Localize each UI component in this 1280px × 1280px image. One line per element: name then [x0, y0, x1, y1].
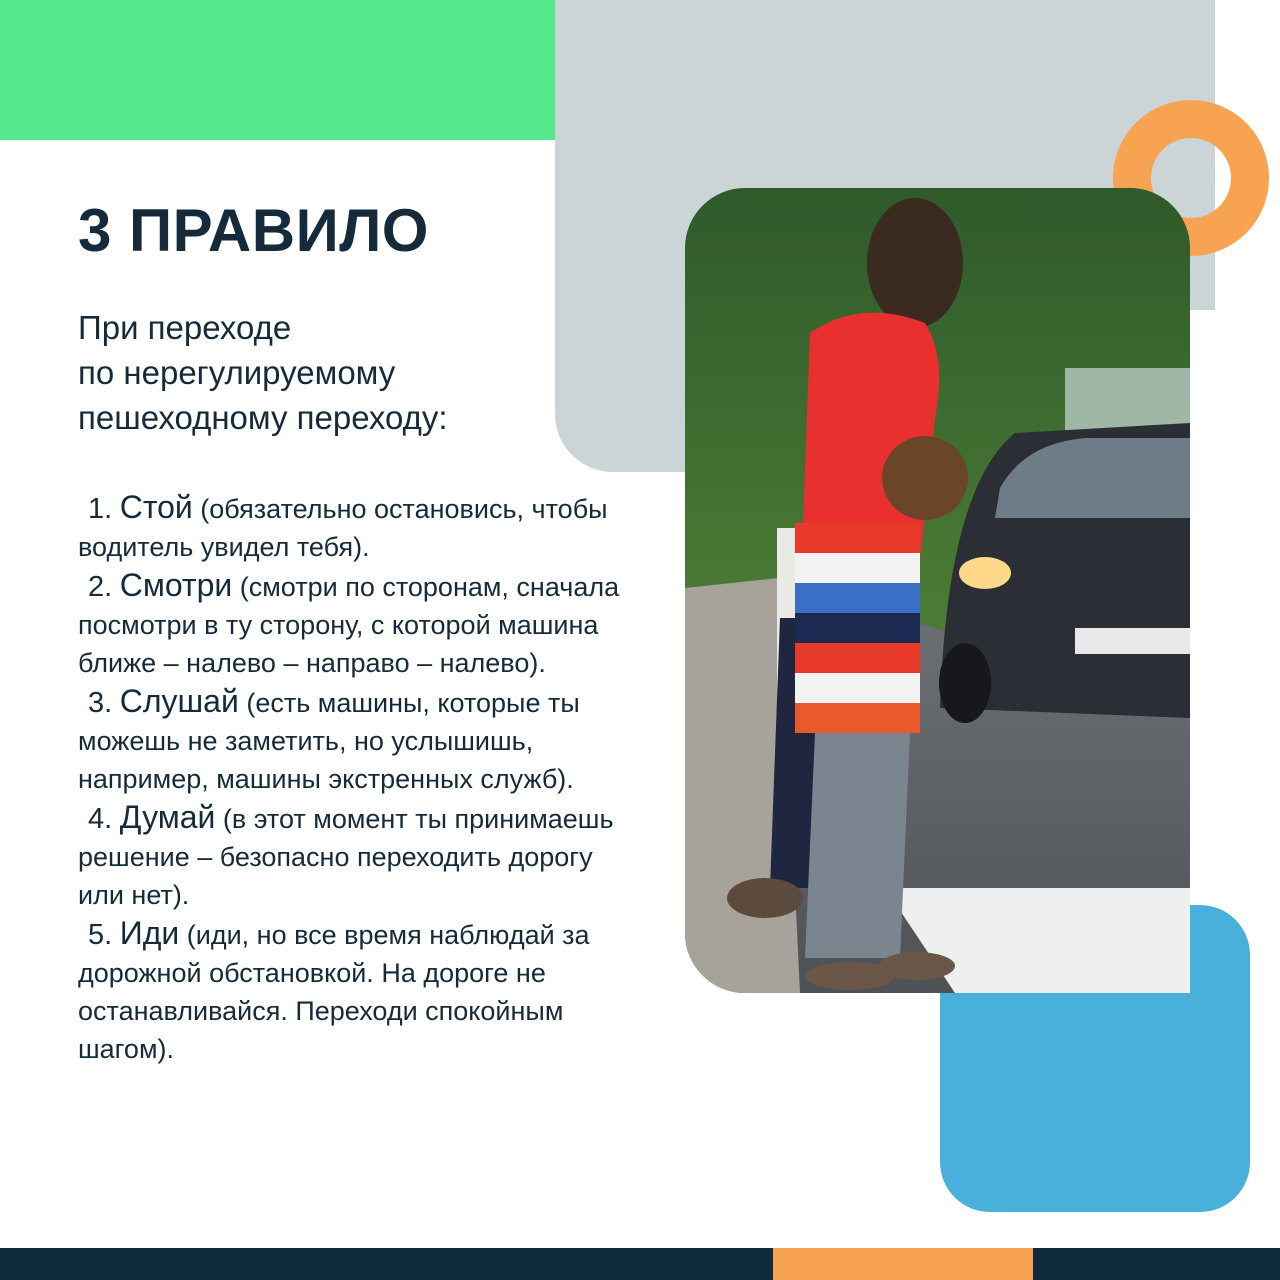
rule-description: (смотри по сторонам, сначала посмотри в ту сторону, с которой машина ближе – налево – направо – налево).: [78, 572, 620, 678]
list-item: [78, 566, 638, 682]
list-item: [78, 682, 638, 798]
rule-number: 1.: [88, 493, 113, 525]
rule-name: Смотри: [119, 567, 233, 603]
rule-name: Думай: [119, 799, 216, 835]
intro-text: При переходе по нерегулируемому пешеходному переходу:: [78, 309, 448, 436]
rule-description: (есть машины, которые ты можешь не заметить, но услышишь, например, машины экстренных служб).: [78, 688, 580, 794]
rule-description: (иди, но все время наблюдай за дорожной обстановкой. На дороге не останавливайся. Переходи спокойным шагом).: [78, 920, 590, 1064]
rule-name: Слушай: [119, 683, 239, 719]
rule-name: Стой: [119, 489, 193, 525]
list-item: [78, 914, 638, 1068]
rule-description: (обязательно остановись, чтобы водитель увидел тебя).: [78, 494, 608, 562]
rule-number: 3.: [88, 687, 113, 719]
rule-name: Иди: [119, 915, 180, 951]
list-item: [78, 798, 638, 914]
bottom-accent-bar: [773, 1248, 1033, 1280]
green-banner-shape: [0, 0, 642, 140]
rule-number: 5.: [88, 919, 113, 951]
list-item: [78, 488, 638, 566]
rule-number: 4.: [88, 803, 113, 835]
rule-number: 2.: [88, 571, 113, 603]
bottom-bar: [0, 1248, 1280, 1280]
rule-description: (в этот момент ты принимаешь решение – безопасно переходить дорогу или нет).: [78, 804, 614, 910]
page-title: 3 ПРАВИЛО: [78, 197, 429, 264]
rules-list: [78, 488, 638, 1068]
photo-illustration: [685, 188, 1190, 993]
photo-pedestrian-crossing: [685, 188, 1190, 993]
